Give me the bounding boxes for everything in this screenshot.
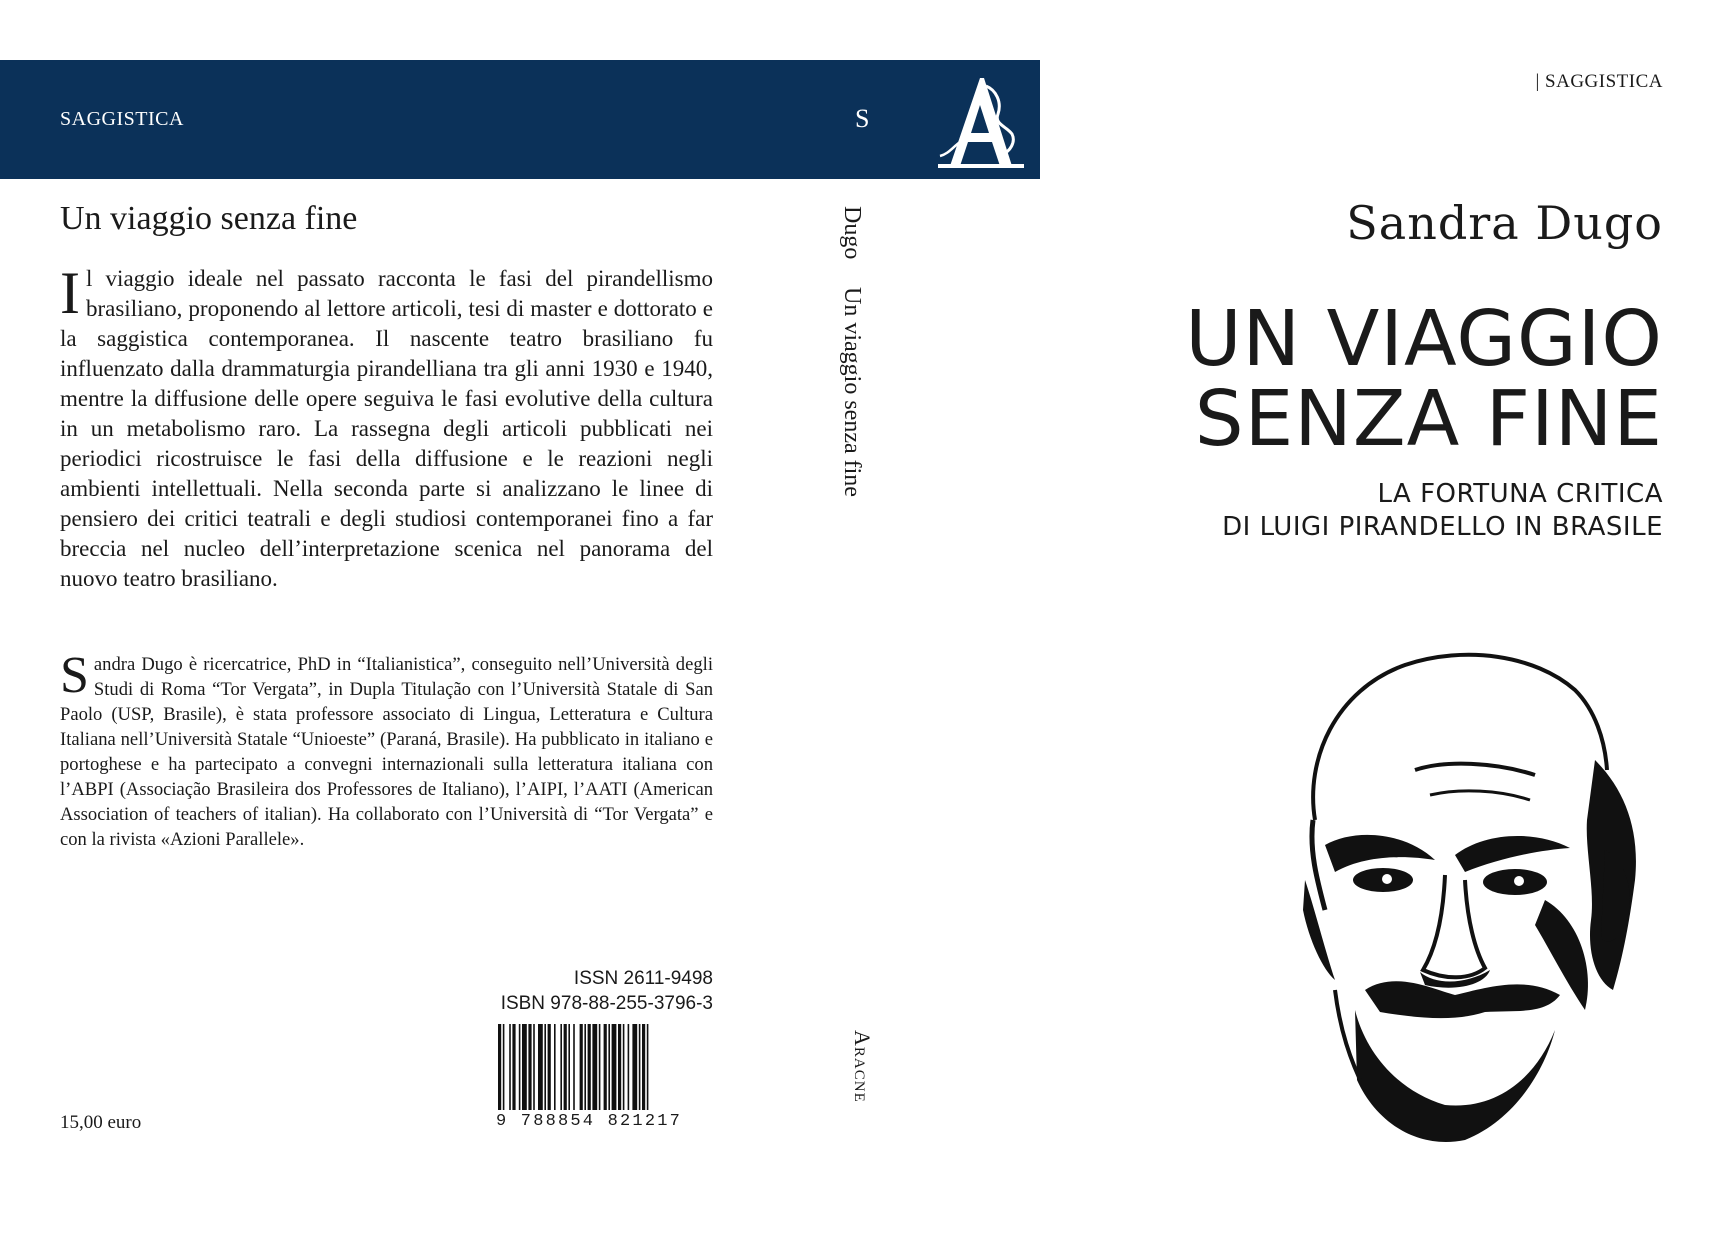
barcode-bar xyxy=(512,1024,515,1110)
barcode-bar xyxy=(544,1024,546,1110)
pirandello-portrait xyxy=(1295,650,1655,1160)
synopsis-text xyxy=(60,260,713,594)
author-bio xyxy=(60,647,713,852)
barcode-bar xyxy=(538,1024,543,1110)
front-subtitle-line-1: LA FORTUNA CRITICA xyxy=(1377,479,1663,509)
barcode-bar xyxy=(573,1024,575,1110)
isbn-label: ISBN 978-88-255-3796-3 xyxy=(500,993,713,1014)
spine-author: Dugo xyxy=(839,206,865,260)
barcode-bar xyxy=(503,1024,505,1110)
barcode-bar xyxy=(568,1024,570,1110)
barcode-bar xyxy=(608,1024,610,1110)
front-title-line-1: UN VIAGGIO xyxy=(1185,295,1663,384)
front-series-label: | SAGGISTICA xyxy=(1535,71,1663,92)
barcode-bar xyxy=(588,1024,591,1110)
barcode-digits: 9 788854 821217 xyxy=(496,1112,683,1131)
spine-title: Un viaggio senza fine xyxy=(839,287,865,498)
front-title xyxy=(1185,295,1663,464)
spine-publisher: Aracne xyxy=(850,1030,875,1103)
front-subtitle xyxy=(1222,478,1663,544)
barcode-bar xyxy=(618,1024,621,1110)
band-series-label: SAGGISTICA xyxy=(60,108,184,130)
barcode-bar xyxy=(564,1024,567,1110)
barcode-bar xyxy=(522,1024,527,1110)
barcode-bar xyxy=(548,1024,551,1110)
synopsis-dropcap: I xyxy=(60,260,80,326)
back-cover-title: Un viaggio senza fine xyxy=(60,200,358,237)
front-author: Sandra Dugo xyxy=(1346,196,1663,250)
aracne-logo-icon xyxy=(930,72,1030,172)
barcode-bar xyxy=(599,1024,601,1110)
barcode-bar xyxy=(584,1024,586,1110)
barcode-bar xyxy=(592,1024,597,1110)
barcode-bar xyxy=(498,1024,501,1110)
barcode xyxy=(496,1024,714,1124)
synopsis-body: l viaggio ideale nel passato racconta le fasi del pirandellismo brasiliano, proponendo al lettore articoli, tesi di master e dottorato e la saggistica contemporanea. Il nascente teatro brasiliano fu influenzato dalla drammaturgia pirandelliana tra gli anni 1930 e 1940, mentre la diffusione delle opere seguiva le fasi evolutive della cultura in un metabolismo raro. La rassegna degli articoli pubblicati nei periodici ricostruisce le fasi della diffusione e le reazioni negli ambienti intellettuali. Nella seconda parte si analizzano le linee di pensiero dei critici teatrali e degli studiosi contemporanei fino a far breccia nel nucleo dell’interpretazione scenica nel panorama del nuovo teatro brasiliano. xyxy=(60,266,713,591)
barcode-bar xyxy=(533,1024,535,1110)
band-series-initial: S xyxy=(855,104,870,133)
barcode-bar xyxy=(632,1024,637,1110)
front-title-line-2: SENZA FINE xyxy=(1194,375,1663,464)
barcode-bar xyxy=(628,1024,630,1110)
front-subtitle-line-2: DI LUIGI PIRANDELLO IN BRASILE xyxy=(1222,512,1663,542)
barcode-bar xyxy=(639,1024,641,1110)
barcode-bar xyxy=(647,1024,649,1110)
barcode-bar xyxy=(554,1024,556,1110)
issn-label: ISSN 2611-9498 xyxy=(573,968,713,989)
barcode-bar xyxy=(560,1024,562,1110)
barcode-bar xyxy=(612,1024,617,1110)
barcode-bar xyxy=(604,1024,607,1110)
price-label: 15,00 euro xyxy=(60,1112,142,1133)
barcode-bar xyxy=(642,1024,645,1110)
barcode-bar xyxy=(519,1024,521,1110)
barcode-bar xyxy=(623,1024,625,1110)
barcode-bar xyxy=(528,1024,531,1110)
barcode-bar xyxy=(580,1024,583,1110)
spine-text xyxy=(838,206,865,497)
bio-body: andra Dugo è ricercatrice, PhD in “Italianistica”, conseguito nell’Università degli Studi di Roma “Tor Vergata”, in Dupla Titulação con l’Università Statale di San Paolo (USP, Brasile), è stata professore associato di Lingua, Letteratura e Cultura Italiana nell’Università Statale “Unioeste” (Paraná, Brasile). Ha pubblicato in italiano e portoghese e ha partecipato a convegni internazionali sulla letteratura italiana con l’ABPI (Associação Brasileira dos Professores de Italiano), l’AIPI, l’AATI (American Association of teachers of italian). Ha collaborato con l’Università di “Tor Vergata” e con la rivista «Azioni Parallele». xyxy=(60,654,713,850)
barcode-bar xyxy=(509,1024,511,1110)
bio-dropcap: S xyxy=(60,647,89,704)
